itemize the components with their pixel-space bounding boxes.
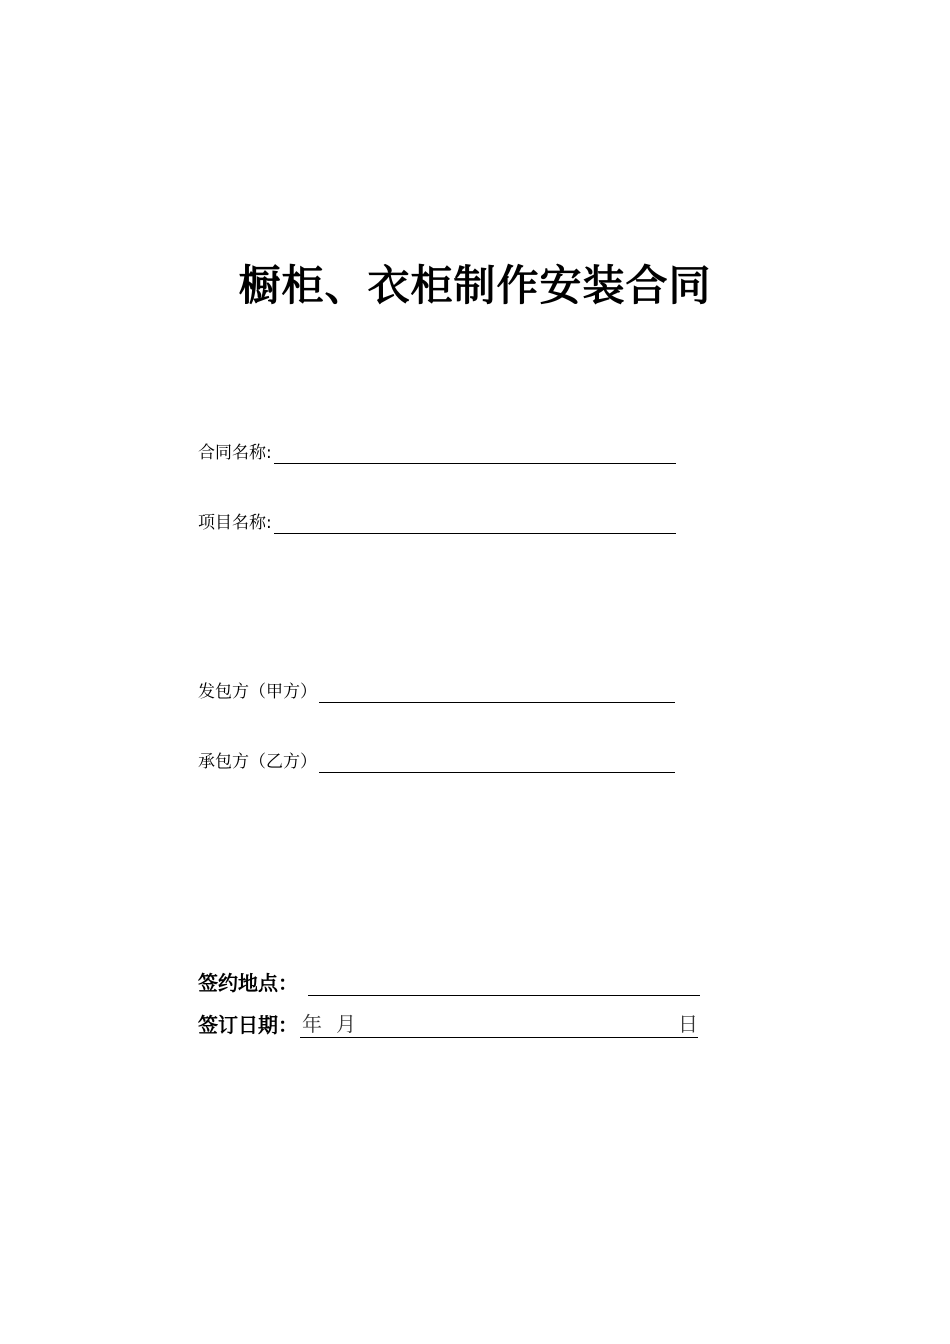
party-a-field [198, 681, 675, 703]
date-year-text: 年 [302, 1012, 322, 1036]
contract-name-field [198, 442, 676, 464]
party-a-blank[interactable] [319, 684, 675, 703]
party-a-label: 发包方（甲方） [198, 682, 317, 702]
party-b-field [198, 751, 675, 773]
sign-date-label: 签订日期： [198, 1013, 298, 1037]
project-name-field [198, 512, 676, 534]
contract-name-blank[interactable] [274, 445, 676, 464]
project-name-label: 项目名称: [198, 513, 272, 533]
sign-place-field [198, 970, 700, 996]
sign-place-label: 签约地点： [198, 971, 298, 995]
date-day-text: 日 [678, 1012, 698, 1036]
date-month-text: 月 [336, 1012, 356, 1036]
sign-place-blank[interactable] [308, 973, 700, 996]
sign-date-field [198, 1011, 698, 1038]
sign-date-blank[interactable] [300, 1011, 698, 1038]
contract-name-label: 合同名称: [198, 443, 272, 463]
project-name-blank[interactable] [274, 515, 676, 534]
document-title: 橱柜、衣柜制作安装合同 [238, 261, 712, 310]
party-b-blank[interactable] [319, 754, 675, 773]
party-b-label: 承包方（乙方） [198, 752, 317, 772]
